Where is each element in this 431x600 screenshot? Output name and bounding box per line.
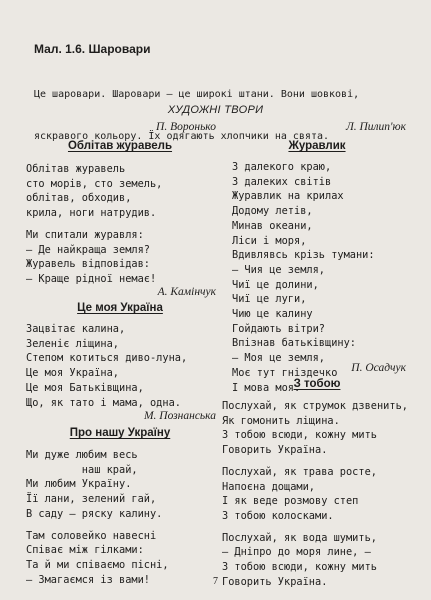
poem-author: Л. Пилип'юк [345,121,406,133]
verse-line: Говорить Україна. [222,575,328,588]
verse-line: Ми дуже любим весь [26,449,138,461]
verse-line: Чиї це долини, [232,278,319,291]
verse-line: Говорить Україна. [222,444,328,457]
verse-line: Що, як тато і мама, одна. [26,396,181,409]
verse-line: — Краще рідної немає! [26,272,157,285]
verse-line: Співає між гілками: [26,544,144,557]
section-title: ХУДОЖНІ ТВОРИ [167,104,264,116]
verse-line: Послухай, як вода шумить, [222,531,377,544]
poem-body [26,322,187,410]
poem-title: Про нашу Україну [69,427,171,439]
verse-line: В саду — ряску калину. [26,507,163,520]
intro-line: Це шаровари. Шаровари — це широкі штани. Вони шовкові, [34,89,360,100]
poem-title: З тобою [293,378,341,390]
verse-line: І мова моя. [232,381,301,394]
verse-line: Чию це калину [232,308,313,321]
verse-line: Додому летів, [232,205,313,218]
verse-line: Її лани, зелений гай, [26,493,157,506]
verse-line: Та й ми співаємо пісні, [26,558,169,571]
verse-line: — Дніпро до моря лине, — [222,546,371,559]
verse-line: Журавлик на крилах [232,190,344,203]
verse-line: Напоєна дощами, [222,480,315,493]
verse-line: Це моя Україна, [26,367,119,380]
verse-line: облітав, обходив, [26,192,132,205]
verse-line: Послухай, як струмок дзвенить, [222,400,408,412]
verse-line: З далекого краю, [232,161,332,173]
verse-line: Це моя Батьківщина, [26,381,144,394]
verse-line: Ми любим Україну. [26,478,132,491]
verse-line: Зацвітає калина, [26,323,126,335]
poem-body [26,448,169,587]
stanza-gap [26,221,162,228]
verse-line: — Де найкраща земля? [26,243,150,256]
verse-line: Ми спитали журавля: [26,228,144,241]
verse-line: Як гомонить ліщина. [222,414,340,427]
verse-line: Моє тут гніздечко [232,366,338,379]
figure-caption: Мал. 1.6. Шаровари [34,42,151,56]
verse-line: Там соловейко навесні [26,529,157,542]
verse-line: З тобою колосками. [222,509,334,522]
verse-line: сто морів, сто земель, [26,177,163,190]
poem-body [26,162,162,287]
verse-line: З тобою всюди, кожну мить [222,429,377,442]
poem-title: Журавлик [288,140,346,152]
verse-line: З тобою всюди, кожну мить [222,561,377,574]
verse-line: — Чия це земля, [232,263,325,276]
verse-line: Журавель відповідав: [26,258,150,271]
verse-line: Облітав журавель [26,163,126,175]
verse-line: Гойдають вітри? [232,322,325,335]
verse-line: Ліси і моря, [232,234,307,247]
intro-line: яскравого кольору. Їх одягають хлопчики на свята. [34,131,330,142]
stanza-gap [222,458,408,465]
verse-line: наш край, [26,463,138,476]
verse-line: Чиї це луги, [232,293,307,306]
poem-author: А. Камінчук [157,286,216,298]
poem-body [232,160,375,395]
verse-line: Вдивлявсь крізь тумани: [232,249,375,262]
poem-author: П. Осадчук [351,362,406,374]
verse-line: Послухай, як трава росте, [222,465,377,478]
stanza-gap [26,522,169,529]
poem-body [222,399,408,589]
poem-author: П. Воронько [156,121,216,133]
verse-line: З далеких світів [232,175,332,188]
verse-line: крила, ноги натрудив. [26,207,157,220]
poem-title: Облітав журавель [67,140,173,152]
poem-title: Це моя Україна [77,302,163,314]
verse-line: — Моя це земля, [232,352,325,365]
verse-line: Впізнав батьківщину: [232,337,356,350]
verse-line: І як веде розмову степ [222,495,359,508]
page-number: 7 [213,576,218,587]
verse-line: Минав океани, [232,219,313,232]
verse-line: — Змагаємся із вами! [26,573,150,586]
verse-line: Зеленіє ліщина, [26,337,119,350]
stanza-gap [222,524,408,531]
poem-author: М. Познанська [143,410,216,422]
verse-line: Степом котиться диво-луна, [26,352,188,365]
